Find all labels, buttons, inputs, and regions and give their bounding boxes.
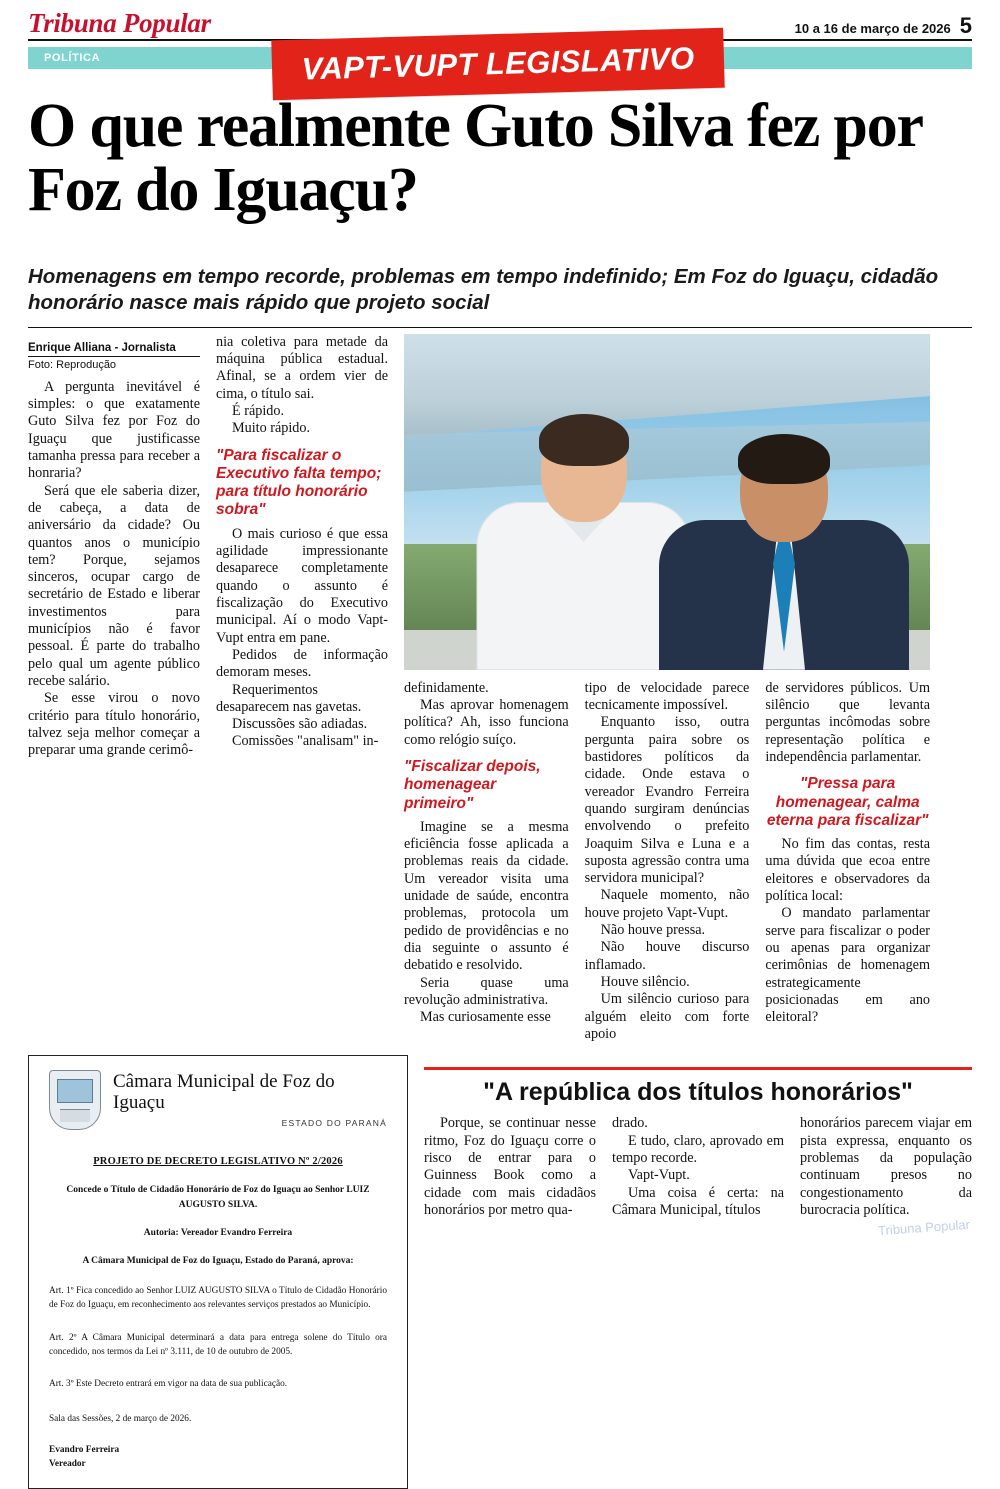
subheadline: Homenagens em tempo recorde, problemas em tempo indefinido; Em Foz do Iguaçu, cidadão honorário nasce mais rápido que projeto social xyxy=(28,265,939,315)
paragraph: Comissões "analisam" in- xyxy=(232,733,379,750)
bottom-column-one xyxy=(424,1115,596,1219)
document-signature-name: Evandro Ferreira xyxy=(49,1444,120,1455)
paragraph: Pedidos de informação demoram meses. xyxy=(216,646,388,681)
photo-person-left-hair xyxy=(539,414,629,466)
bottom-divider xyxy=(424,1067,972,1070)
paragraph: tipo de velocidade parece tecnicamente impossível. xyxy=(584,679,750,714)
document-block xyxy=(28,1055,408,1488)
paragraph: Imagine se a mesma eficiência fosse aplicada a problemas reais da cidade. Um vereador visita uma unidade de saúde, encontra problemas, protocola um pedido de providências e no dia seguinte o assunto é debatido e resolvido. xyxy=(404,818,569,974)
paragraph: Discussões são adiadas. xyxy=(232,716,368,733)
paragraph: honorários parecem viajar em pista expressa, enquanto os problemas da população continuam presos no congestionamento da burocracia política. xyxy=(800,1115,972,1218)
article-photo xyxy=(404,334,930,670)
article-mid-block xyxy=(404,680,930,1044)
paragraph: Enquanto isso, outra pergunta paira sobre os bastidores políticos da cidade. Onde estava o vereador Evandro Ferreira quando surgiram denúncias envolvendo o prefeito Joaquim Silva e Luna e a suposta agressão contra uma servidora municipal? xyxy=(584,714,750,887)
section-subhead: "Fiscalizar depois, homenagear primeiro" xyxy=(404,757,541,812)
document-signature xyxy=(49,1444,387,1472)
coat-of-arms-icon xyxy=(49,1070,101,1130)
issue-date: 10 a 16 de março de 2026 xyxy=(794,21,951,36)
paragraph: Porque, se continuar nesse ritmo, Foz do Iguaçu corre o risco de entrar para o Guinness Book como a cidade com mais cidadãos honorários por metro qua- xyxy=(424,1115,596,1218)
byline xyxy=(28,342,200,371)
paragraph: E tudo, claro, aprovado em tempo recorde. xyxy=(612,1132,784,1166)
photo-block xyxy=(404,334,930,1044)
column-five xyxy=(765,680,930,1044)
paragraph: Mas aprovar homenagem política? Ah, isso funciona como relógio suíço. xyxy=(404,697,569,748)
publication-title: Tribuna Popular xyxy=(28,8,211,38)
document-lead: Concede o Título de Cidadão Honorário de Foz do Iguaçu ao Senhor LUIZ AUGUSTO SILVA. xyxy=(66,1185,370,1210)
paragraph: de servidores públicos. Um silêncio que levanta perguntas incômodas sobre representação política e independência parlamentar. xyxy=(765,679,931,765)
paragraph: Mas curiosamente esse xyxy=(420,1009,551,1026)
page-title: O que realmente Guto Silva fez por Foz do Iguaçu? xyxy=(28,92,922,224)
paragraph: Será que ele saberia dizer, de cabeça, a data de aniversário da cidade? Ou quantos anos o município tem? Porque, sejamos sinceros, ocupar cargo de secretário de Estado e liberar investimentos para municípios não é favor pessoal. É parte do trabalho pelo qual um agente público recebe salário. xyxy=(28,482,200,690)
paragraph: Não houve discurso inflamado. xyxy=(584,939,750,973)
paragraph: O mais curioso é que essa agilidade impressionante desaparece completamente quando o assunto é fiscalização do Executivo municipal. Aí o modo Vapt-Vupt entra em pane. xyxy=(216,525,388,646)
paragraph: É rápido. xyxy=(232,402,285,419)
flag-label: VAPT-VUPT LEGISLATIVO xyxy=(301,40,695,87)
paragraph: Vapt-Vupt. xyxy=(628,1167,690,1184)
bottom-section-title: "A república dos títulos honorários" xyxy=(483,1078,913,1107)
bottom-column-three xyxy=(800,1115,972,1219)
article-bottom-block xyxy=(28,1055,972,1488)
photo-person-right-suit xyxy=(659,520,909,670)
document-article-3: Art. 3º Este Decreto entrará em vigor na data de sua publicação. xyxy=(49,1379,288,1390)
column-one xyxy=(28,334,200,1044)
paragraph: definidamente. xyxy=(404,679,489,696)
column-four xyxy=(585,680,750,1044)
paragraph: Houve silêncio. xyxy=(600,974,690,991)
article-top-block xyxy=(28,334,972,1044)
photo-person-right-hair xyxy=(738,434,830,484)
paragraph: Seria quase uma revolução administrativa. xyxy=(404,974,569,1008)
document-article-2: Art. 2º A Câmara Municipal determinará a data para entrega solene do Título ora concedido, nos termos da Lei nº 3.111, de 10 de outubro de 2005. xyxy=(49,1332,387,1357)
column-two xyxy=(216,334,388,1044)
document-project-title: PROJETO DE DECRETO LEGISLATIVO Nº 2/2026 xyxy=(93,1156,343,1168)
document-signature-role: Vereador xyxy=(49,1458,86,1469)
bottom-columns xyxy=(424,1115,972,1219)
paragraph: Uma coisa é certa: na Câmara Municipal, títulos xyxy=(612,1184,784,1218)
paragraph: O mandato parlamentar serve para fiscalizar o poder ou apenas para organizar cerimônias de homenagem estrategicamente posicionadas em ano eleitoral? xyxy=(765,905,931,1026)
vapt-vupt-flag xyxy=(271,28,724,101)
paragraph: A pergunta inevitável é simples: o que exatamente Guto Silva fez por Foz do Iguaçu que justificasse tamanha pressa para receber a honraria? xyxy=(28,378,200,482)
document-place-date: Sala das Sessões, 2 de março de 2026. xyxy=(49,1413,192,1424)
paragraph: Se esse virou o novo critério para título honorário, talvez seja melhor começar a preparar uma grande cerimô- xyxy=(28,690,200,759)
document-header-text xyxy=(113,1072,387,1128)
divider xyxy=(28,327,972,328)
page-number: 5 xyxy=(959,13,972,38)
masthead-meta xyxy=(795,15,972,37)
paragraph: nia coletiva para metade da máquina pública estadual. Afinal, se a ordem vier de cima, o título sai. xyxy=(216,333,388,402)
paragraph: Requerimentos desaparecem nas gavetas. xyxy=(216,681,362,715)
bottom-column-two xyxy=(612,1115,784,1219)
photo-person-right xyxy=(659,438,909,670)
photo-credit: Foto: Reprodução xyxy=(28,358,117,371)
bottom-section xyxy=(424,1055,972,1219)
document-header xyxy=(49,1070,387,1130)
section-label: POLÍTICA xyxy=(44,52,101,64)
column-three xyxy=(404,680,569,1044)
paragraph: Um silêncio curioso para alguém eleito com forte apoio xyxy=(584,991,750,1042)
document-state: ESTADO DO PARANÁ xyxy=(281,1118,387,1129)
paragraph: Não houve pressa. xyxy=(600,922,706,939)
document-author: Autoria: Vereador Evandro Ferreira xyxy=(143,1227,293,1238)
document-institution: Câmara Municipal de Foz do Iguaçu xyxy=(113,1071,335,1114)
paragraph: No fim das contas, resta uma dúvida que ecoa entre eleitores e observadores da política local: xyxy=(765,836,931,905)
paragraph: drado. xyxy=(612,1115,648,1132)
section-subhead: "Para fiscalizar o Executivo falta tempo; para título honorário sobra" xyxy=(216,446,382,519)
legislative-document xyxy=(28,1055,408,1488)
document-article-1: Art. 1º Fica concedido ao Senhor LUIZ AUGUSTO SILVA o Título de Cidadão Honorário de Foz do Iguaçu, em reconhecimento aos relevantes serviços prestados ao Município. xyxy=(49,1285,387,1311)
section-subhead: "Pressa para homenagear, calma eterna para fiscalizar" xyxy=(766,775,929,829)
byline-author: Enrique Alliana - Jornalista xyxy=(28,342,200,357)
watermark: Tribuna Popular xyxy=(877,1216,971,1239)
paragraph: Naquele momento, não houve projeto Vapt-Vupt. xyxy=(584,887,750,921)
document-approval-line: A Câmara Municipal de Foz do Iguaçu, Estado do Paraná, aprova: xyxy=(82,1255,354,1266)
paragraph: Muito rápido. xyxy=(232,420,311,437)
